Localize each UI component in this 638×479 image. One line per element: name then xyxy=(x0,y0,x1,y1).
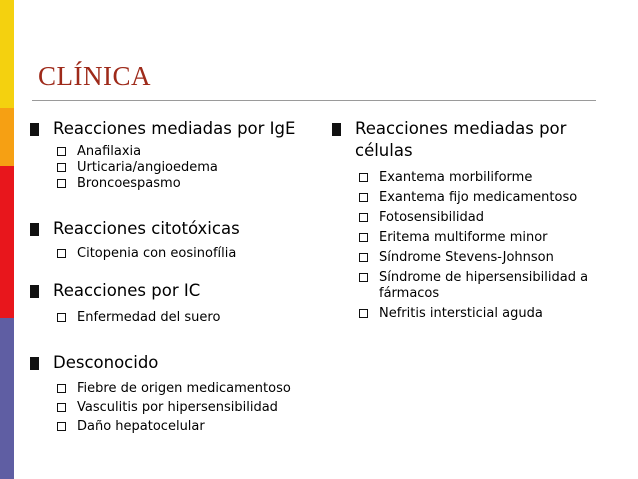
bullet-ic-label: Reacciones por IC xyxy=(53,281,201,300)
hollow-square-bullet-icon xyxy=(57,249,66,258)
sub-item: Exantema morbiliforme xyxy=(332,170,632,186)
sub-item: Broncoespasmo xyxy=(30,176,330,192)
sub-item: Enfermedad del suero xyxy=(30,310,330,326)
hollow-square-bullet-icon xyxy=(359,213,368,222)
hollow-square-bullet-icon xyxy=(57,313,66,322)
hollow-square-bullet-icon xyxy=(359,273,368,282)
stripe-orange xyxy=(0,108,14,166)
left-column xyxy=(30,118,330,435)
sub-item: Citopenia con eosinofília xyxy=(30,246,330,262)
bullet-citotoxicas-label: Reacciones citotóxicas xyxy=(53,219,240,238)
sub-item: Anafilaxia xyxy=(30,144,330,160)
hollow-square-bullet-icon xyxy=(57,147,66,156)
sub-item: Eritema multiforme minor xyxy=(332,230,632,246)
square-bullet-icon xyxy=(332,123,341,136)
bullet-celulas-label: Reacciones mediadas por células xyxy=(355,119,567,160)
sub-item: Síndrome Stevens-Johnson xyxy=(332,250,632,266)
square-bullet-icon xyxy=(30,223,39,236)
bullet-citotoxicas xyxy=(30,218,330,240)
bullet-ige xyxy=(30,118,330,140)
hollow-square-bullet-icon xyxy=(359,253,368,262)
sub-item: Fiebre de origen medicamentoso xyxy=(30,381,330,397)
slide-title: CLÍNICA xyxy=(38,61,151,91)
right-column xyxy=(332,118,632,322)
square-bullet-icon xyxy=(30,285,39,298)
stripe-red xyxy=(0,166,14,318)
hollow-square-bullet-icon xyxy=(359,233,368,242)
sub-item: Urticaria/angioedema xyxy=(30,160,330,176)
sub-item: Exantema fijo medicamentoso xyxy=(332,190,632,206)
sub-item: Daño hepatocelular xyxy=(30,419,330,435)
bullet-ige-label: Reacciones mediadas por IgE xyxy=(53,119,296,138)
square-bullet-icon xyxy=(30,357,39,370)
bullet-ic xyxy=(30,280,330,302)
hollow-square-bullet-icon xyxy=(57,384,66,393)
title-divider xyxy=(32,100,596,101)
hollow-square-bullet-icon xyxy=(359,173,368,182)
hollow-square-bullet-icon xyxy=(57,403,66,412)
square-bullet-icon xyxy=(30,123,39,136)
sub-item: Vasculitis por hipersensibilidad xyxy=(30,400,330,416)
hollow-square-bullet-icon xyxy=(359,193,368,202)
stripe-yellow xyxy=(0,0,14,108)
bullet-desconocido-label: Desconocido xyxy=(53,353,159,372)
sub-item: Nefritis intersticial aguda xyxy=(332,306,632,322)
bullet-desconocido xyxy=(30,352,330,374)
stripe-purple xyxy=(0,318,14,479)
hollow-square-bullet-icon xyxy=(359,309,368,318)
hollow-square-bullet-icon xyxy=(57,179,66,188)
sub-item: Síndrome de hipersensibilidad a fármacos xyxy=(332,270,609,302)
hollow-square-bullet-icon xyxy=(57,422,66,431)
bullet-celulas xyxy=(332,118,605,162)
hollow-square-bullet-icon xyxy=(57,163,66,172)
sub-item: Fotosensibilidad xyxy=(332,210,632,226)
